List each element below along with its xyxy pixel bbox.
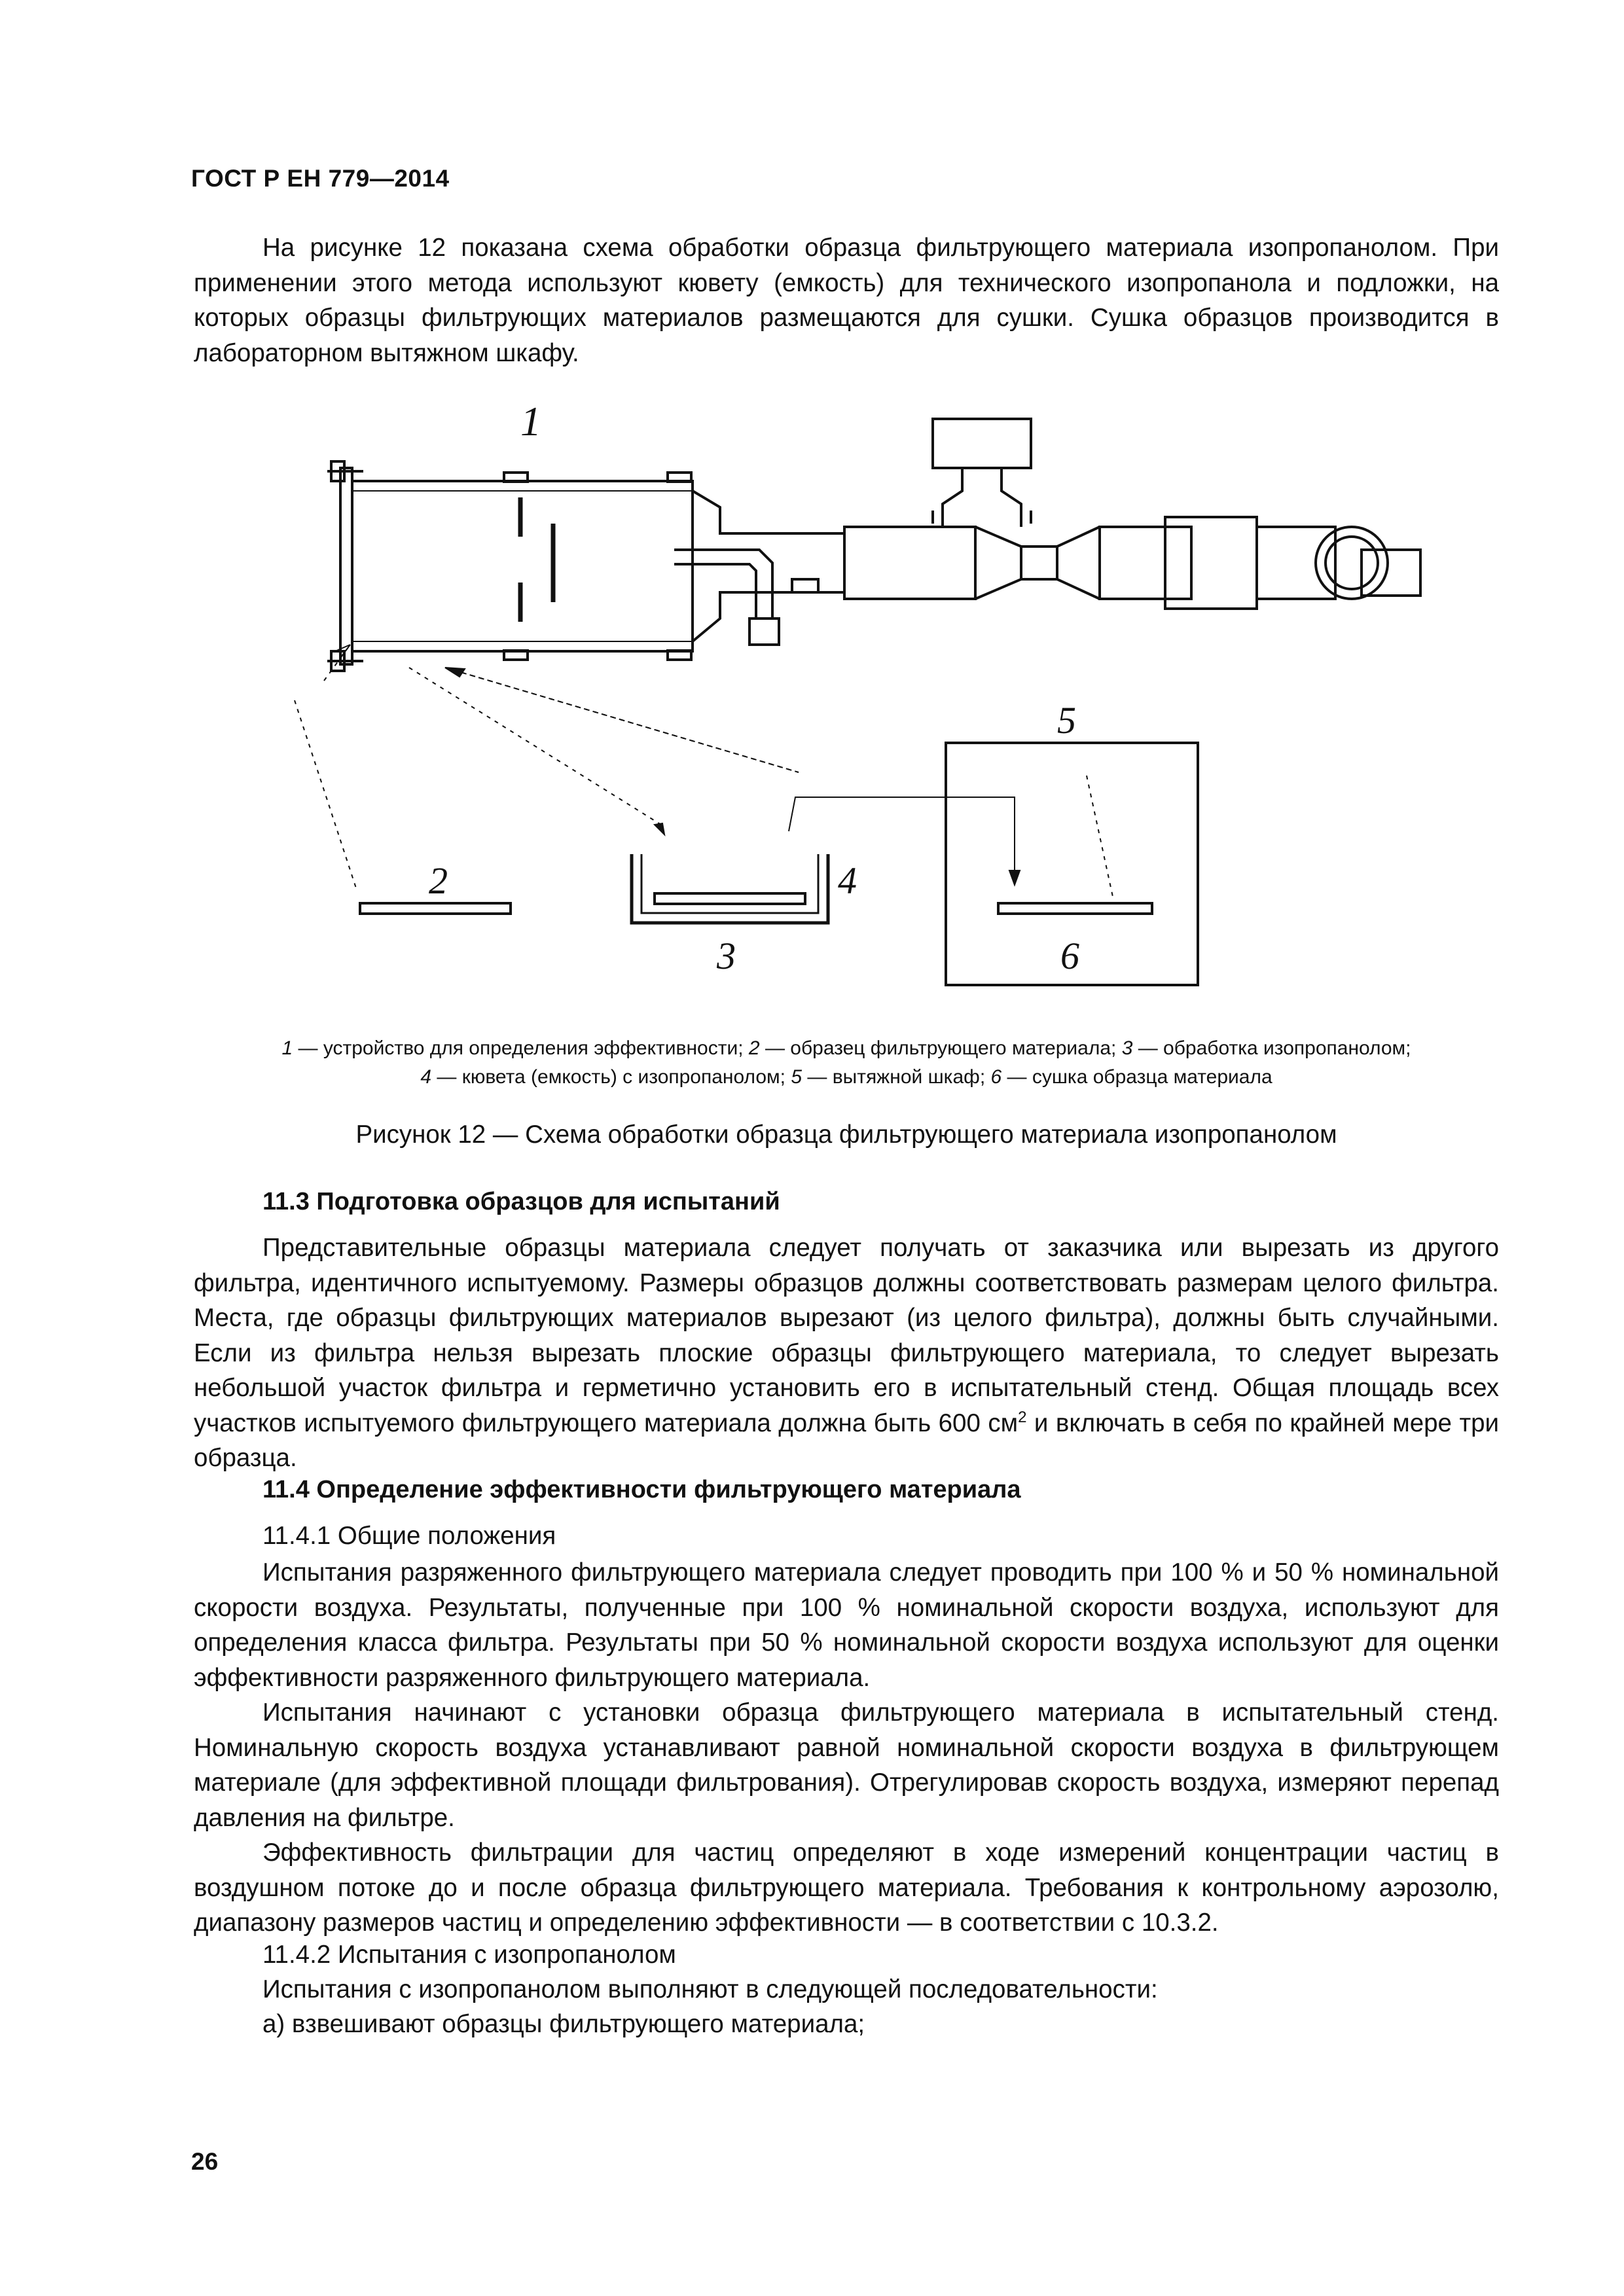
drying-sample bbox=[998, 903, 1152, 914]
duct-and-fan bbox=[844, 419, 1420, 609]
section-11-4-heading: 11.4 Определение эффективности фильтрующего материала bbox=[262, 1476, 1021, 1503]
filter-sample bbox=[360, 903, 511, 914]
section-11-3-heading: 11.3 Подготовка образцов для испытаний bbox=[262, 1188, 780, 1215]
arrow-heads bbox=[445, 668, 1020, 885]
page-number: 26 bbox=[191, 2148, 219, 2175]
figure-title: Рисунок 12 — Схема обработки образца фильтрующего материала изопропанолом bbox=[355, 1121, 1337, 1149]
section-11-4-1-title: 11.4.1 Общие положения bbox=[262, 1522, 556, 1550]
figure-legend bbox=[194, 1034, 1499, 1092]
efficiency-test-device bbox=[327, 461, 844, 671]
intro-text: На рисунке 12 показана схема обработки образца фильтрующего материала изопропанолом. При применении этого метода используют кювету (емкость) для технического изопропанола и подложки, на которых образцы фильтрующих материалов размещаются для сушки. Сушка образцов производится в лабораторном вытяжном шкафу. bbox=[194, 234, 1499, 367]
label-5: 5 bbox=[1057, 699, 1076, 742]
isopropanol-treatment-diagram bbox=[288, 393, 1427, 995]
label-6: 6 bbox=[1060, 935, 1079, 977]
list-item-a: а) взвешивают образцы фильтрующего материала; bbox=[262, 2010, 865, 2038]
section-11-4-1-body bbox=[194, 1555, 1499, 1941]
label-2: 2 bbox=[429, 859, 448, 902]
document-header: ГОСТ Р ЕН 779—2014 bbox=[191, 165, 450, 192]
label-3: 3 bbox=[717, 935, 736, 977]
section-11-3-body bbox=[194, 1230, 1499, 1476]
intro-paragraph bbox=[194, 230, 1499, 370]
paragraph-test-start: Испытания начинают с установки образца фильтрующего материала в испытательный стенд. Номинальную скорость воздуха устанавливают равной номинальной скорости воздуха в фильтрующем материале (для эффективной площади фильтрования). Отрегулировав скорость воздуха, измеряют перепад давления на фильтре. bbox=[194, 1698, 1499, 1832]
label-4: 4 bbox=[838, 859, 857, 902]
section-11-4-2-title: 11.4.2 Испытания с изопропанолом bbox=[262, 1941, 676, 1969]
label-1: 1 bbox=[520, 398, 541, 444]
section-11-3-paragraph: Представительные образцы материала следует получать от заказчика или вырезать из другого фильтра, идентичного испытуемому. Размеры образцов должны соответствовать размерам целого фильтра. Места, где образцы фильтрующих материалов вырезают (из целого фильтра), должны быть случайными. Если из фильтра нельзя вырезать плоские образцы фильтрующего материала, то следует вырезать небольшой участок фильтра и герметично установить его в испытательный стенд. Общая площадь всех участков испытуемого фильтрующего материала должна быть 600 $см^2$ и включать в себя по крайней мере три образца. bbox=[194, 1234, 1499, 1472]
legend-line-1: 1 — устройство для определения эффективности; 2 — образец фильтрующего материала; 3 — обработка изопропанолом; bbox=[281, 1037, 1411, 1059]
legend-line-2: 4 — кювета (емкость) с изопропанолом; 5 — вытяжной шкаф; 6 — сушка образца материала bbox=[420, 1066, 1272, 1088]
paragraph-efficiency: Эффективность фильтрации для частиц определяют в ходе измерений концентрации частиц в воздушном потоке до и после образца фильтрующего материала. Требования к контрольному аэрозолю, диапазону размеров частиц и определению эффективности — в соответствии с 10.3.2. bbox=[194, 1839, 1499, 1937]
paragraph-test-speeds: Испытания разряженного фильтрующего материала следует проводить при 100 % и 50 % номинальной скорости воздуха. Результаты, полученные при 100 % номинальной скорости воздуха, используют для определения класса фильтра. Результаты при 50 % номинальной скорости воздуха используют для оценки эффективности разряженного фильтрующего материала. bbox=[194, 1558, 1499, 1692]
flow-arrows bbox=[295, 645, 1113, 897]
isopropanol-cuvette bbox=[632, 854, 828, 923]
paragraph-sequence: Испытания с изопропанолом выполняют в следующей последовательности: bbox=[262, 1975, 1158, 2003]
